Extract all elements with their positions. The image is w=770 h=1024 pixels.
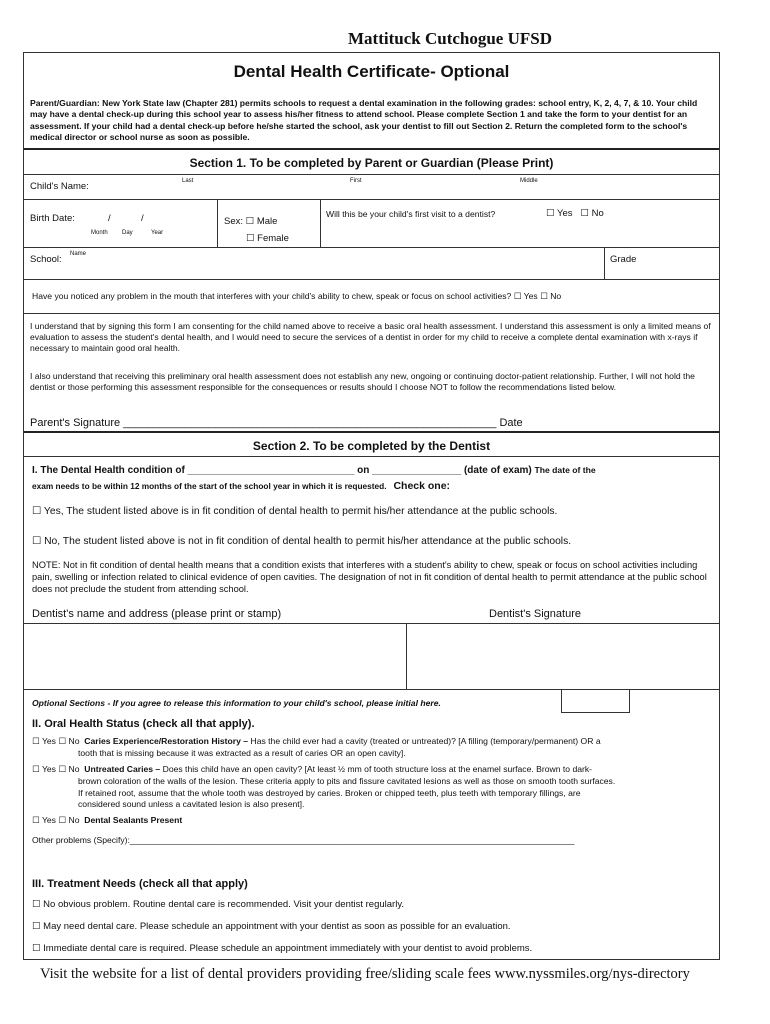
not-fit-condition-option [32, 535, 571, 547]
grade-label: Grade [610, 254, 637, 265]
yes-label: Yes [41, 815, 56, 825]
treatment-3-label: Immediate dental care is required. Please schedule an appointment immediately with your dentist to avoid problems. [43, 943, 533, 954]
mouth-problem-text: Have you noticed any problem in the mouth that interferes with your child's ability to chew, speak or focus on school activities? [32, 291, 512, 301]
untreated-text: If retained root, assume that the whole tooth was destroyed by caries. Broken or chipped teeth, plus teeth with temporary fillings, are [78, 787, 581, 798]
untreated-title: Untreated Caries – [84, 764, 161, 774]
caries-text: Has the child ever had a cavity (treated or untreated)? [A filling (temporary/permanent) OR a [250, 736, 601, 746]
birth-date-label: Birth Date: [30, 213, 75, 224]
footer-website-note: Visit the website for a list of dental providers providing free/sliding scale fees www.nyssmiles.org/nys-directory [40, 966, 690, 982]
divider [320, 199, 321, 247]
school-name-hint: Name [70, 251, 87, 257]
child-name-label: Child's Name: [30, 181, 89, 192]
dentist-signature-label: Dentist's Signature [489, 608, 581, 620]
yes-label: Yes [41, 736, 56, 746]
caries-no-checkbox[interactable]: ☐ [58, 737, 67, 747]
female-option [246, 233, 289, 244]
divider [24, 623, 719, 624]
fit-condition-checkbox[interactable]: ☐ [32, 505, 42, 517]
untreated-text: Does this child have an open cavity? [At least ½ mm of tooth structure loss at the enamel surface. Brown to dark- [162, 764, 593, 774]
dentist-signature-field[interactable] [409, 625, 717, 687]
divider [24, 279, 719, 280]
divider [217, 199, 218, 247]
condition-note: The date of the [534, 465, 596, 475]
fit-condition-option [32, 505, 557, 517]
fit-condition-label: Yes, The student listed above is in fit condition of dental health to permit his/her attendance at the public schools. [43, 506, 558, 517]
treatment-2-label: May need dental care. Please schedule an appointment with your dentist as soon as possible for an evaluation. [43, 921, 511, 932]
not-fit-condition-checkbox[interactable]: ☐ [32, 535, 42, 547]
sealants-yes-checkbox[interactable]: ☐ [32, 816, 40, 826]
treatment-3-checkbox[interactable]: ☐ [32, 943, 41, 954]
caries-item [32, 736, 716, 760]
no-label: No [550, 291, 562, 301]
female-checkbox[interactable]: ☐ [246, 233, 255, 244]
untreated-caries-item [32, 764, 716, 811]
female-label: Female [257, 233, 289, 244]
optional-sections-intro: Optional Sections - If you agree to release this information to your child's school, please initial here. [32, 698, 441, 708]
no-label: No [68, 815, 80, 825]
divider [604, 247, 605, 279]
fitness-note: NOTE: Not in fit condition of dental health means that a condition exists that interferes with a student's ability to chew, speak or focus on school activities including pain, swelling or infection related to clinical evidence of open cavities. The designation of not in fit condition of dental health to permit attendance at the public school does not preclude the student from attending school. [32, 560, 707, 594]
divider [24, 313, 719, 314]
child-name-field[interactable] [174, 176, 714, 198]
treatment-option-2 [32, 921, 511, 932]
first-visit-options [546, 208, 604, 219]
sex-label [224, 216, 277, 227]
treatment-option-1 [32, 899, 404, 910]
check-one-label: Check one: [393, 480, 451, 492]
treatment-1-label: No obvious problem. Routine dental care is recommended. Visit your dentist regularly. [43, 899, 405, 910]
divider [24, 247, 719, 248]
caries-title: Caries Experience/Restoration History – [84, 736, 249, 746]
not-fit-condition-label: No, The student listed above is not in fit condition of dental health to permit his/her attendance at the public schools. [44, 536, 572, 547]
untreated-text: brown coloration of the walls of the lesion. These criteria apply to pits and fissure cavitated lesions as well as those on smooth tooth surfaces. [78, 776, 616, 787]
dentist-name-label: Dentist's name and address (please print or stamp) [32, 608, 282, 620]
dental-condition-line[interactable] [32, 465, 596, 476]
treatment-1-checkbox[interactable]: ☐ [32, 899, 41, 910]
mouth-problem-no-checkbox[interactable]: ☐ [540, 292, 548, 302]
exam-date-note [32, 480, 450, 492]
school-name-field[interactable] [94, 249, 599, 275]
male-label: Male [256, 216, 278, 227]
yes-label: Yes [523, 291, 538, 301]
other-problems-field[interactable]: Other problems (Specify):_____________________________________________________________________________________________ [32, 835, 575, 845]
yes-label: Yes [41, 764, 56, 774]
school-label: School: [30, 254, 62, 265]
birth-date-field[interactable] [84, 209, 214, 229]
dental-certificate-form [23, 52, 720, 960]
divider [24, 431, 719, 433]
exam-date-note-text: exam needs to be within 12 months of the start of the school year in which it is requested. [32, 481, 387, 491]
last-name-hint: Last [182, 178, 194, 184]
date-slash: / [108, 213, 111, 224]
consent-paragraph-1: I understand that by signing this form I am consenting for the child named above to receive a basic oral health assessment. I understand this assessment is only a limited means of evaluation to assess the student's dental health, and I would need to secure the services of a dentist in order for my child to receive a complete dental examination with x-rays if necessary to maintain good oral health. [30, 321, 711, 354]
section1-heading: Section 1. To be completed by Parent or Guardian (Please Print) [189, 156, 554, 170]
form-title: Dental Health Certificate- Optional [233, 62, 510, 81]
treatment-option-3 [32, 943, 532, 954]
divider [24, 148, 719, 150]
mouth-problem-yes-checkbox[interactable]: ☐ [513, 292, 522, 302]
middle-name-hint: Middle [520, 178, 538, 184]
month-hint: Month [91, 230, 108, 236]
first-visit-question: Will this be your child's first visit to a dentist? [326, 209, 496, 219]
consent-paragraph-2: I also understand that receiving this preliminary oral health assessment does not establish any new, ongoing or continuing doctor-patient relationship. Further, I will not hold the dentist or those performing this assessment responsible for the consequences or results should I choose NOT to follow the recommendations listed below. [30, 371, 695, 393]
no-label: No [68, 764, 80, 774]
first-visit-no-checkbox[interactable]: ☐ [580, 208, 589, 219]
sealants-title: Dental Sealants Present [84, 815, 183, 825]
parent-signature-line[interactable]: Parent's Signature _____________________________________________________________ Date [30, 417, 523, 429]
untreated-yes-checkbox[interactable]: ☐ [32, 765, 40, 775]
treatment-2-checkbox[interactable]: ☐ [32, 921, 41, 932]
parent-instructions: Parent/Guardian: New York State law (Chapter 281) permits schools to request a dental examination in the following grades: school entry, K, 2, 4, 7, & 10. Your child may have a dental check-up during this school year to assess his/her fitness to attend school. Please complete Section 1 and take the form to your dentist for an assessment. If your child had a dental check-up before he/she started the school, ask your dentist to fill out Section 2. Return the completed form to the school's medical director or school nurse as soon as possible. [30, 98, 698, 143]
divider [24, 174, 719, 175]
treatment-needs-heading: III. Treatment Needs (check all that apply) [32, 878, 248, 890]
sealants-item [32, 815, 182, 826]
first-name-hint: First [350, 178, 362, 184]
divider [406, 623, 407, 689]
initial-box[interactable] [561, 689, 630, 713]
no-label: No [68, 736, 80, 746]
no-label: No [591, 208, 604, 219]
caries-text: tooth that is missing because it was extracted as a result of caries OR an open cavity]. [78, 748, 406, 759]
first-visit-yes-checkbox[interactable]: ☐ [546, 208, 555, 219]
section2-heading: Section 2. To be completed by the Dentist [252, 439, 491, 453]
divider [24, 199, 719, 200]
divider [24, 456, 719, 457]
year-hint: Year [151, 230, 164, 236]
oral-health-heading: II. Oral Health Status (check all that apply). [32, 718, 255, 730]
male-checkbox[interactable]: ☐ [245, 216, 255, 227]
condition-line-text: I. The Dental Health condition of ______________________________ on ________________ (date of exam) [32, 465, 532, 476]
yes-label: Yes [557, 208, 573, 219]
day-hint: Day [122, 230, 133, 236]
sealants-no-checkbox[interactable]: ☐ [58, 816, 67, 826]
mouth-problem-question [32, 291, 561, 302]
untreated-text: considered sound unless a cavitated lesion is also present]. [78, 799, 305, 810]
dentist-name-field[interactable] [26, 625, 404, 687]
sex-label-text: Sex: [224, 216, 244, 227]
untreated-no-checkbox[interactable]: ☐ [58, 765, 67, 775]
caries-yes-checkbox[interactable]: ☐ [32, 737, 40, 747]
date-slash: / [141, 213, 144, 224]
district-name: Mattituck Cutchogue UFSD [348, 29, 552, 48]
